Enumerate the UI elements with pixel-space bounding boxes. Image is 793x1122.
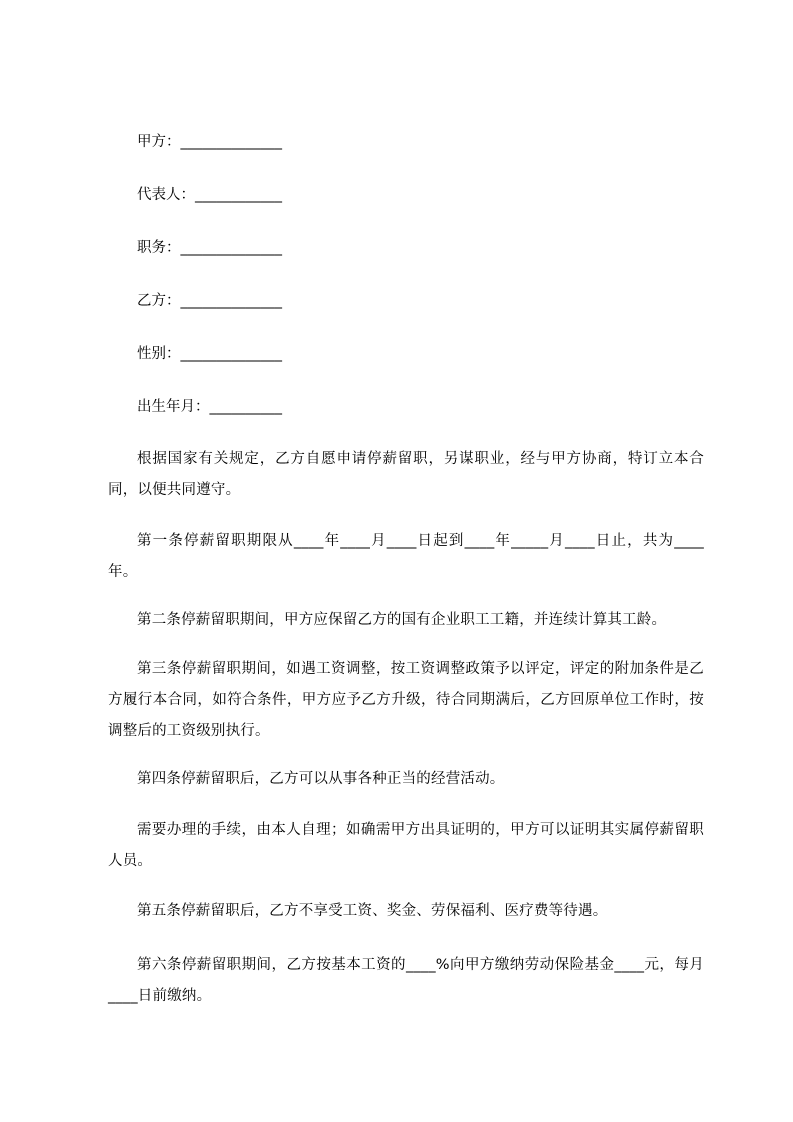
preamble-paragraph: 根据国家有关规定，乙方自愿申请停薪留职，另谋职业，经与甲方协商，特订立本合同，以便共同遵守。 bbox=[108, 451, 704, 498]
gender-blank: ______________ bbox=[180, 346, 282, 362]
party-a-label: 甲方： bbox=[137, 134, 181, 150]
representative-field bbox=[137, 185, 282, 205]
article-4-paragraph: 第四条停薪留职后，乙方可以从事各种正当的经营活动。 bbox=[137, 771, 505, 787]
gender-field bbox=[137, 344, 282, 364]
representative-blank: ____________ bbox=[195, 187, 282, 203]
article-5-paragraph: 第五条停薪留职后，乙方不享受工资、奖金、劳保福利、医疗费等待遇。 bbox=[137, 903, 608, 919]
birth-date-field bbox=[137, 397, 282, 417]
party-a-field bbox=[137, 132, 282, 152]
position-label: 职务： bbox=[137, 240, 181, 256]
position-blank: ______________ bbox=[180, 240, 282, 256]
article-6-paragraph: 第六条停薪留职期间，乙方按基本工资的____%向甲方缴纳劳动保险基金____元，每月____日前缴纳。 bbox=[108, 957, 704, 1004]
party-a-blank: ______________ bbox=[180, 134, 282, 150]
party-b-label: 乙方： bbox=[137, 293, 181, 309]
article-2-paragraph: 第二条停薪留职期间，甲方应保留乙方的国有企业职工工籍，并连续计算其工龄。 bbox=[137, 612, 667, 628]
article-1-paragraph: 第一条停薪留职期限从____年____月____日起到____年_____月____日止，共为____年。 bbox=[108, 533, 704, 580]
position-field bbox=[137, 238, 282, 258]
procedures-paragraph: 需要办理的手续，由本人自理；如确需甲方出具证明的，甲方可以证明其实属停薪留职人员。 bbox=[108, 822, 704, 869]
gender-label: 性别： bbox=[137, 346, 181, 362]
party-b-field bbox=[137, 291, 282, 311]
representative-label: 代表人： bbox=[137, 187, 195, 203]
party-b-blank: ______________ bbox=[180, 293, 282, 309]
article-3-paragraph: 第三条停薪留职期间，如遇工资调整，按工资调整政策予以评定，评定的附加条件是乙方履行本合同，如符合条件，甲方应予乙方升级，待合同期满后，乙方回原单位工作时，按调整后的工资级别执行。 bbox=[108, 661, 704, 739]
birth-date-label: 出生年月： bbox=[137, 399, 210, 415]
birth-date-blank: __________ bbox=[209, 399, 282, 415]
